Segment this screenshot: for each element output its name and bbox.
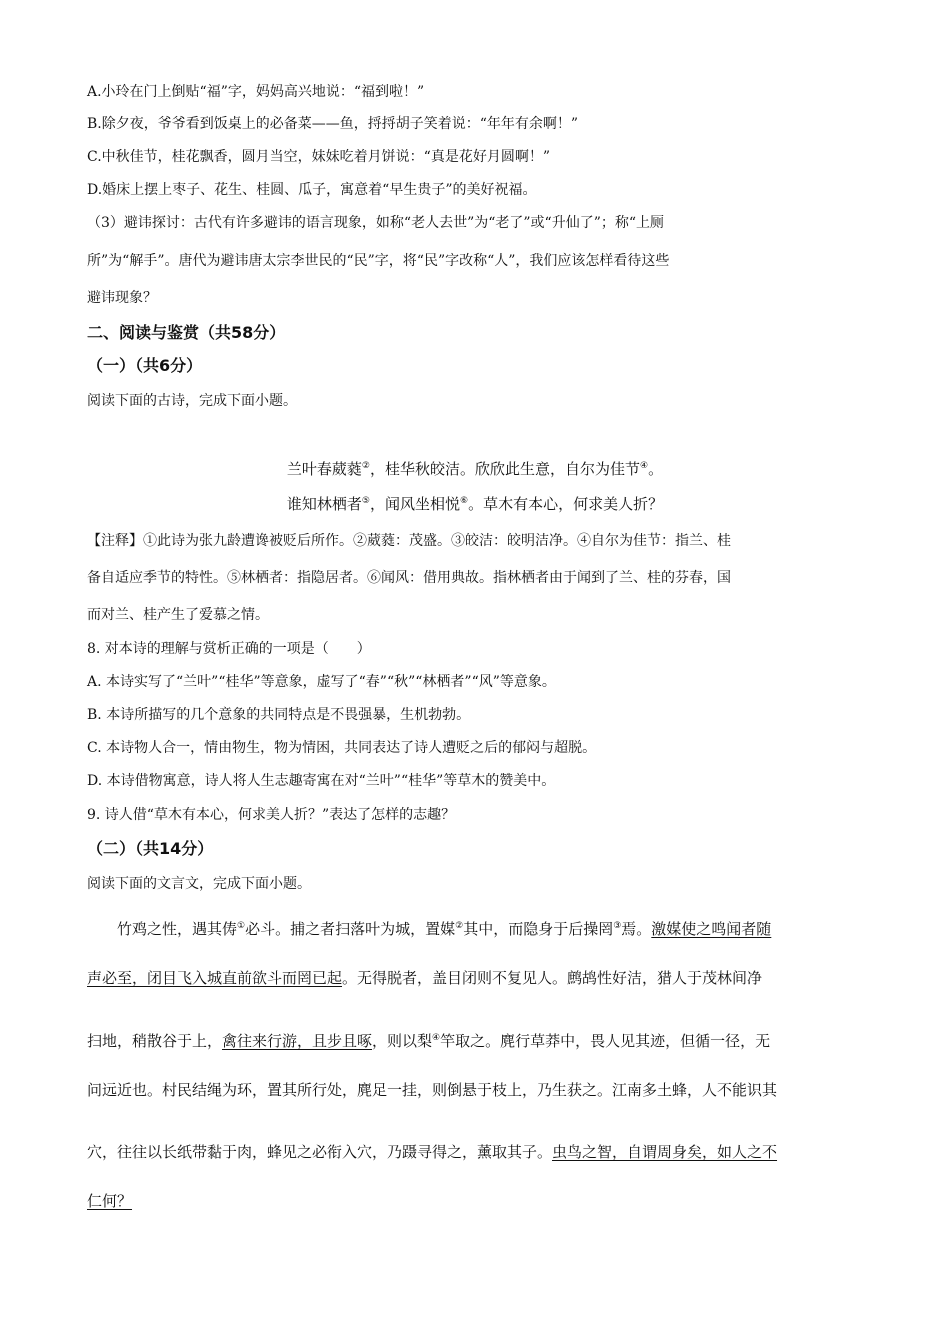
prev-option-c: C.中秋佳节，桂花飘香，圆月当空，妹妹吃着月饼说：“真是花好月圆啊！” xyxy=(87,149,550,165)
underlined-sentence-1b: 声必至，闭目飞入城直前欲斗而罔已起 xyxy=(87,969,343,987)
prev-option-b: B.除夕夜，爷爷看到饭桌上的必备菜——鱼，捋捋胡子笑着说：“年年有余啊！” xyxy=(87,116,579,132)
q8-stem: 8. 对本诗的理解与赏析正确的一项是（ ） xyxy=(87,641,371,657)
notes-line-3: 而对兰、桂产生了爱慕之情。 xyxy=(87,607,269,623)
q3-line-3: 避讳现象？ xyxy=(87,290,157,306)
underlined-sentence-3b: 仁何？ xyxy=(87,1192,133,1210)
prev-option-d: D.婚床上摆上枣子、花生、桂圆、瓜子，寓意着“早生贵子”的美好祝福。 xyxy=(87,182,537,198)
underlined-sentence-1a: 激媒使之鸣闻者随 xyxy=(651,920,772,938)
prose-line-6 xyxy=(87,1190,870,1212)
q8-option-d: D. 本诗借物寓意，诗人将人生志趣寄寓在对“兰叶”“桂华”等草木的赞美中。 xyxy=(87,773,556,789)
q8-option-b: B. 本诗所描写的几个意象的共同特点是不畏强暴，生机勃勃。 xyxy=(87,707,471,723)
section-title: 二、阅读与鉴赏（共58分） xyxy=(87,323,286,342)
prev-option-a: A.小玲在门上倒贴“福”字，妈妈高兴地说：“福到啦！” xyxy=(87,84,425,100)
q8-option-c: C. 本诗物人合一，情由物生，物为情困，共同表达了诗人遭贬之后的郁闷与超脱。 xyxy=(87,740,597,756)
part2-title: （二）（共14分） xyxy=(87,839,214,858)
poem-line-1: 兰叶春葳蕤②，桂华秋皎洁。欣欣此生意，自尔为佳节④。 xyxy=(286,460,664,478)
prose-line-1: 竹鸡之性，遇其俦①必斗。捕之者扫落叶为城，置媒②其中，而隐身于后操罔③焉。激媒使之鸣闻者随 xyxy=(117,920,772,938)
q8-option-a: A. 本诗实写了“兰叶”“桂华”等意象，虚写了“春”“秋”“林栖者”“风”等意象。 xyxy=(87,674,556,690)
underlined-sentence-3a: 虫鸟之智，自谓周身矣，如人之不 xyxy=(552,1143,778,1161)
part1-instruction: 阅读下面的古诗，完成下面小题。 xyxy=(87,393,297,409)
notes-line-2: 备自适应季节的特性。⑤林栖者：指隐居者。⑥闻风：借用典故。指林栖者由于闻到了兰、桂的芬春，国 xyxy=(87,570,731,586)
q3-line-2: 所”为“解手”。唐代为避讳唐太宗李世民的“民”字，将“民”字改称“人”，我们应该怎样看待这些 xyxy=(87,253,670,269)
q3-line-1: （3）避讳探讨：古代有许多避讳的语言现象，如称“老人去世”为“老了”或“升仙了”；称“上厕 xyxy=(87,215,665,231)
prose-line-5: 穴，往往以长纸带黏于肉，蜂见之必衔入穴，乃蹑寻得之，薰取其子。虫鸟之智，自谓周身矣，如人之不 xyxy=(87,1143,778,1161)
part2-instruction: 阅读下面的文言文，完成下面小题。 xyxy=(87,876,311,892)
poem-line-2: 谁知林栖者⑤，闻风坐相悦⑥。草木有本心，何求美人折？ xyxy=(286,495,664,513)
part1-title: （一）（共6分） xyxy=(87,356,203,375)
q9-stem: 9. 诗人借“草木有本心，何求美人折？”表达了怎样的志趣？ xyxy=(87,807,456,823)
underlined-sentence-2: 禽往来行游，且步且啄 xyxy=(222,1032,373,1050)
prose-line-4: 问远近也。村民结绳为环，置其所行处，麂足一挂，则倒悬于枝上，乃生获之。江南多土蜂，人不能识其 xyxy=(87,1081,778,1099)
prose-line-3: 扫地，稍散谷于上，禽往来行游，且步且啄，则以梨④竿取之。麂行草莽中，畏人见其迹，但循一径，无 xyxy=(87,1032,771,1050)
prose-line-2: 声必至，闭目飞入城直前欲斗而罔已起。无得脱者，盖目闭则不复见人。鹧鸪性好洁，猎人于茂林间净 xyxy=(87,969,763,987)
notes-line-1: 【注释】①此诗为张九龄遭谗被贬后所作。②葳蕤：茂盛。③皎洁：皎明洁净。④自尔为佳节：指兰、桂 xyxy=(87,533,731,549)
